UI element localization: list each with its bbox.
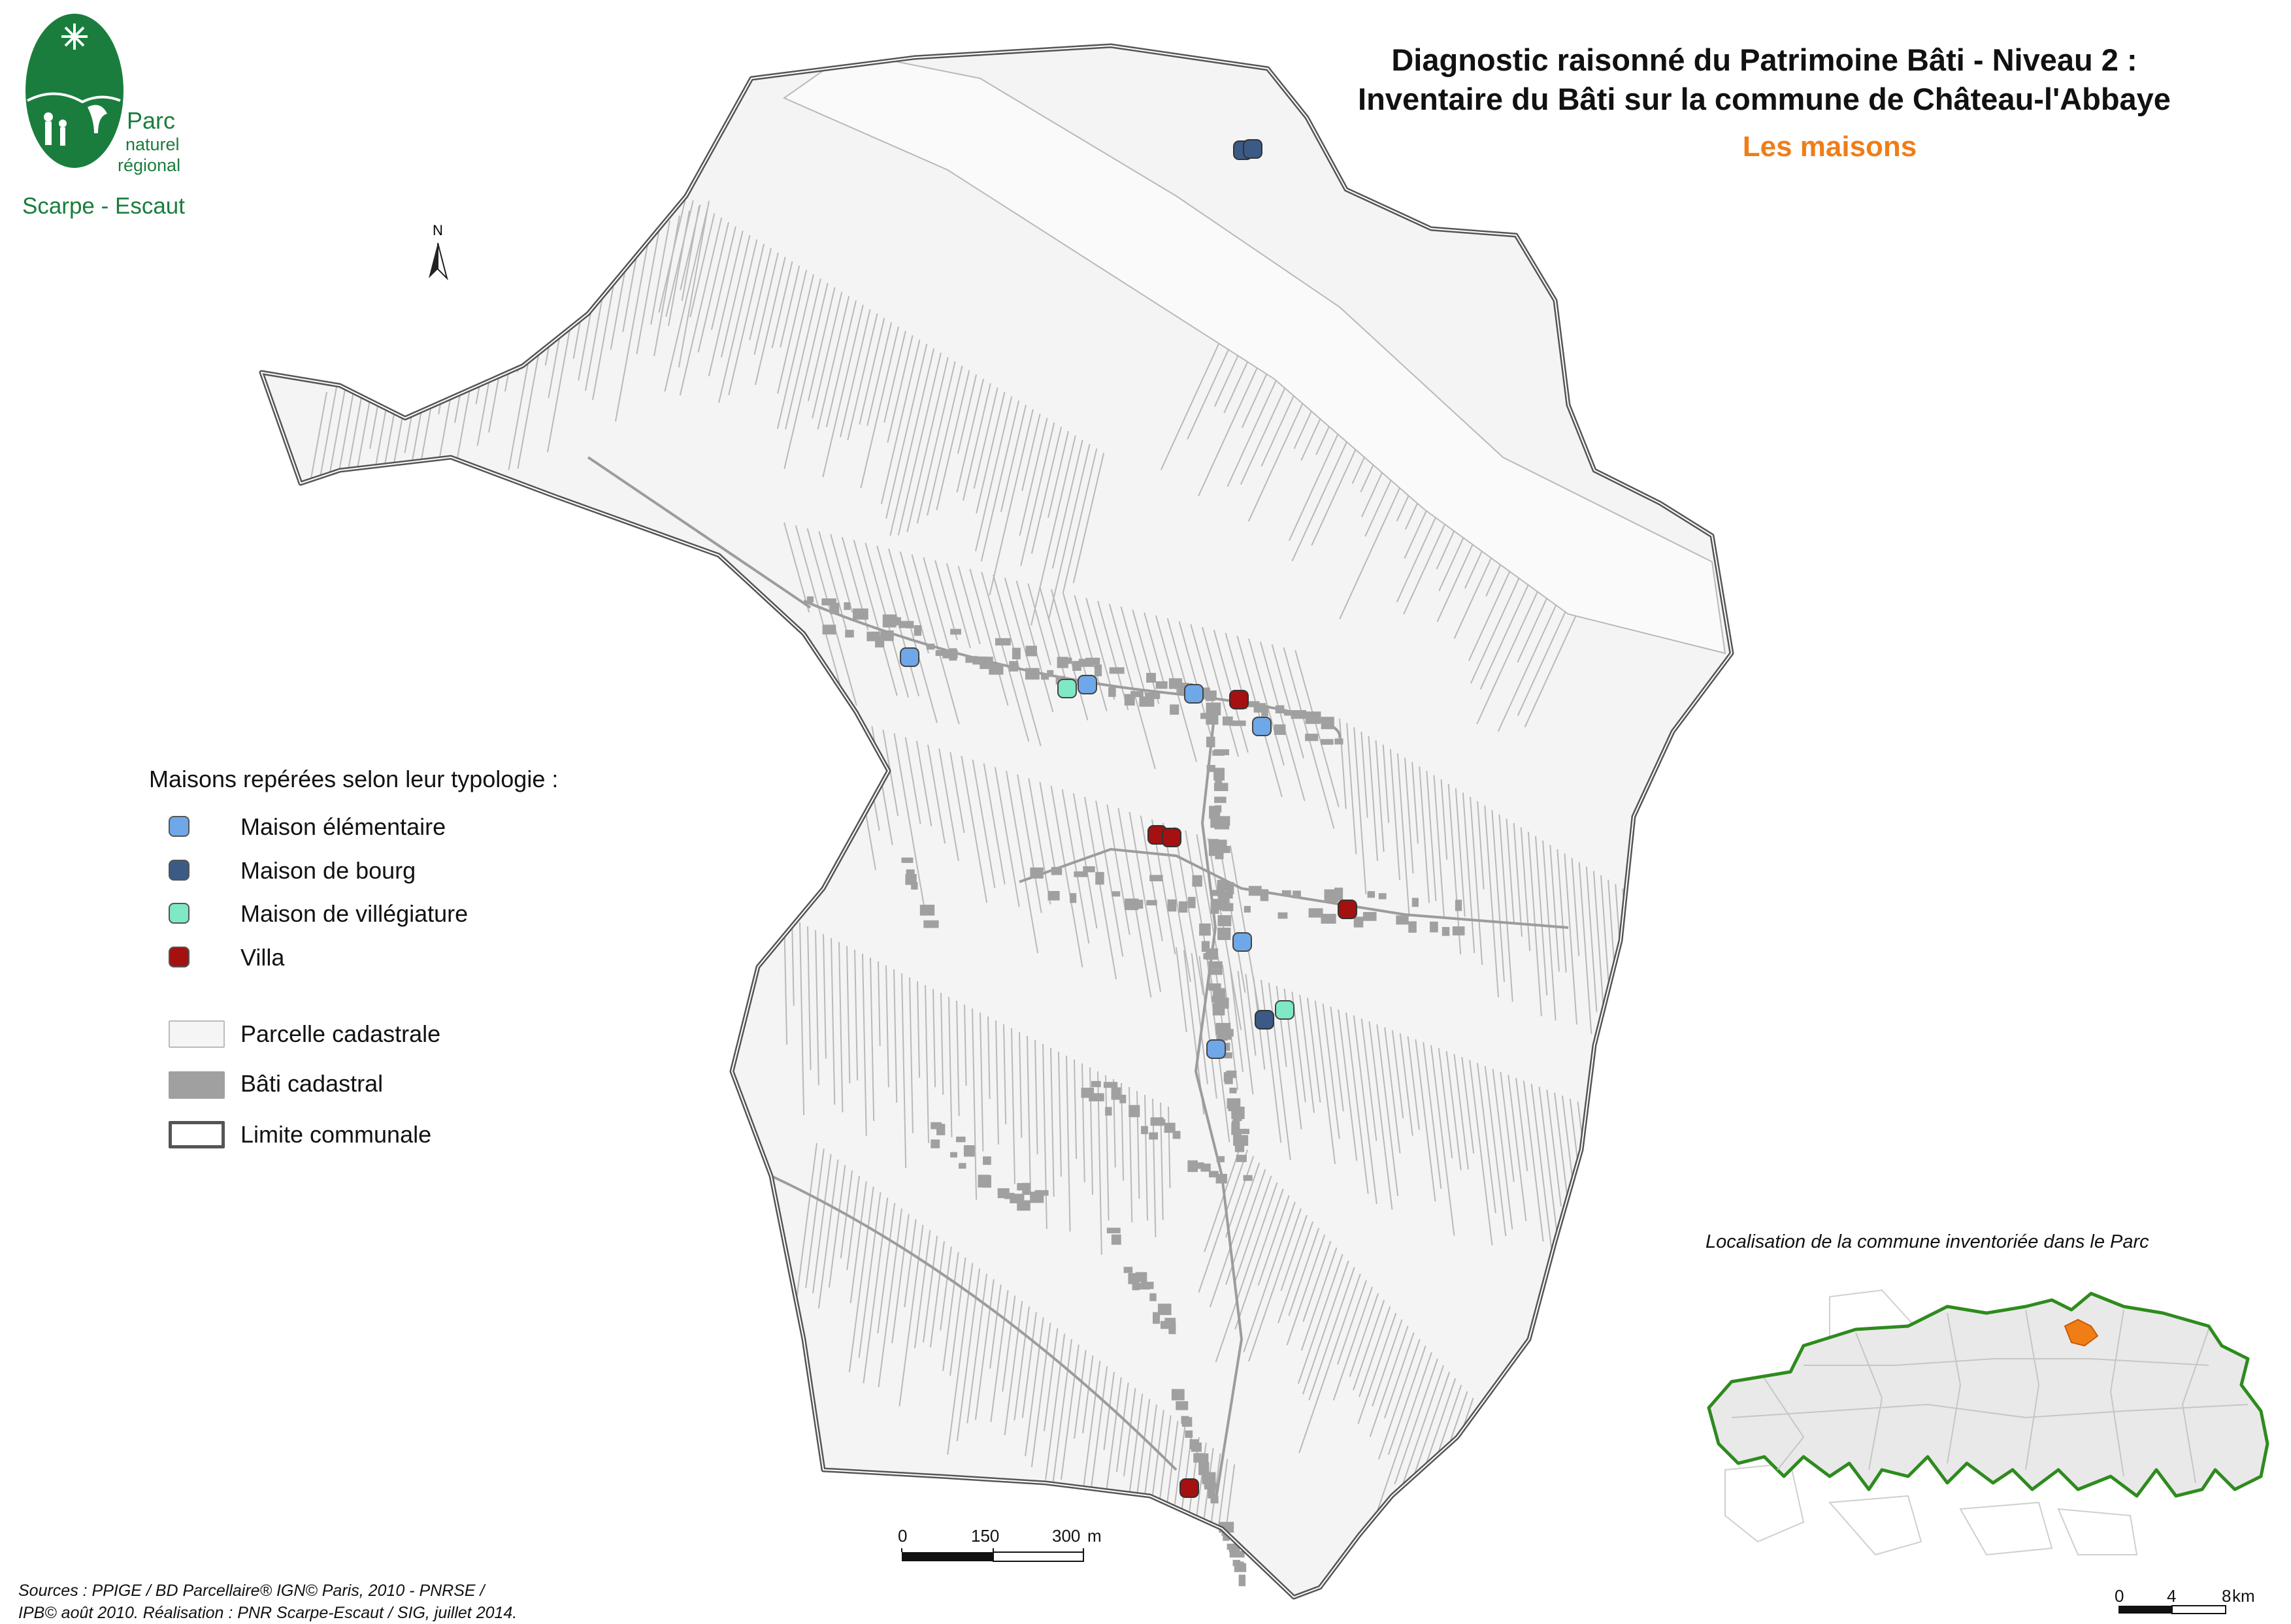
inset-title: Localisation de la commune inventoriée dans le Parc	[1706, 1231, 2149, 1252]
inset-scale-bar	[2111, 1586, 2255, 1619]
map-title-line1: Diagnostic raisonné du Patrimoine Bâti - Niveau 2 :	[1391, 42, 2137, 77]
legend-label-maison-de-bourg: Maison de bourg	[240, 857, 416, 884]
legend-label-villa: Villa	[240, 944, 285, 971]
inset-scale-graphic	[2111, 1586, 2241, 1619]
map-subtitle: Les maisons	[1742, 131, 1917, 163]
logo-text-parc: Parc	[127, 107, 176, 134]
sources-line1: Sources : PPIGE / BD Parcellaire® IGN© Paris, 2010 - PNRSE /	[18, 1582, 485, 1600]
logo-text-regional: régional	[118, 155, 181, 175]
sources-line2: IPB© août 2010. Réalisation : PNR Scarpe-Escaut / SIG, juillet 2014.	[18, 1604, 518, 1622]
legend-label-limite: Limite communale	[240, 1121, 432, 1148]
logo-text-naturel: naturel	[125, 135, 180, 154]
inset-scale-tick-4: 4	[2167, 1586, 2177, 1606]
legend-title: Maisons repérées selon leur typologie :	[149, 766, 559, 792]
scale-tick-0: 0	[898, 1526, 908, 1546]
map-title-line2: Inventaire du Bâti sur la commune de Château-l'Abbaye	[1358, 82, 2171, 116]
scale-tick-150: 150	[971, 1526, 1000, 1546]
legend-label-bati: Bâti cadastral	[240, 1070, 384, 1097]
scale-tick-300: 300	[1052, 1526, 1081, 1546]
park-outline	[1709, 1293, 2267, 1496]
inset-scale-tick-0: 0	[2115, 1586, 2124, 1606]
scale-unit: m	[1087, 1526, 1102, 1546]
legend-label-maison-de-villegiature: Maison de villégiature	[240, 900, 469, 927]
inset-scale-unit: km	[2232, 1586, 2255, 1606]
logo-text-scarpe-escaut: Scarpe - Escaut	[22, 193, 185, 219]
inset-scale-tick-8: 8	[2222, 1586, 2232, 1606]
north-label: N	[433, 222, 443, 238]
legend-label-parcelle: Parcelle cadastrale	[240, 1020, 441, 1047]
legend-label-maison-elementaire: Maison élémentaire	[240, 813, 446, 840]
